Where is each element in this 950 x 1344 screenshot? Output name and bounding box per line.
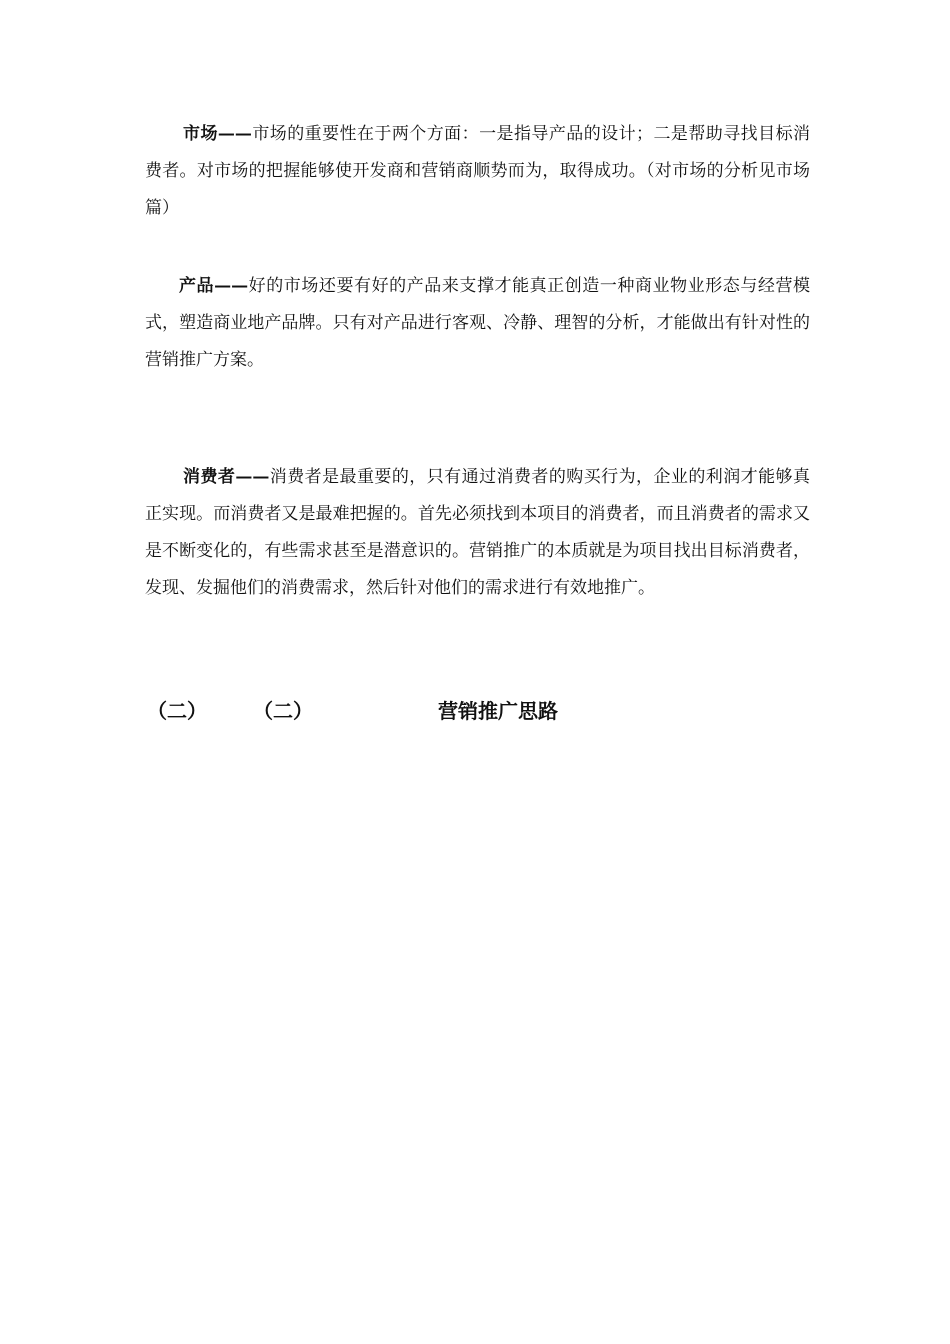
paragraph-text-product: 好的市场还要有好的产品来支撑才能真正创造一种商业物业形态与经营模式，塑造商业地产品牌。只有对产品进行客观、冷静、理智的分析，才能做出有针对性的营销推广方案。: [145, 276, 811, 370]
paragraph-lead-product: 产品——: [179, 276, 249, 296]
paragraph-text-consumer: 消费者是最重要的，只有通过消费者的购买行为，企业的利润才能够真正实现。而消费者又是最难把握的。首先必须找到本项目的消费者，而且消费者的需求又是不断变化的，有些需求甚至是潜意识的。营销推广的本质就是为项目找出目标消费者，发现、发掘他们的消费需求，然后针对他们的需求进行有效地推广。: [145, 467, 811, 598]
heading-number-first: （二）: [147, 699, 207, 723]
paragraph-lead-market: 市场——: [183, 124, 252, 144]
heading-title: 营销推广思路: [438, 699, 558, 723]
paragraph-consumer: [145, 459, 810, 607]
paragraph-lead-consumer: 消费者——: [183, 467, 270, 487]
paragraph-product: [145, 268, 810, 379]
section-heading: [145, 693, 810, 729]
paragraph-market: [145, 116, 810, 227]
heading-number-second: （二）: [253, 699, 313, 723]
paragraph-text-market: 市场的重要性在于两个方面：一是指导产品的设计；二是帮助寻找目标消费者。对市场的把握能够使开发商和营销商顺势而为，取得成功。（对市场的分析见市场篇）: [145, 124, 811, 218]
